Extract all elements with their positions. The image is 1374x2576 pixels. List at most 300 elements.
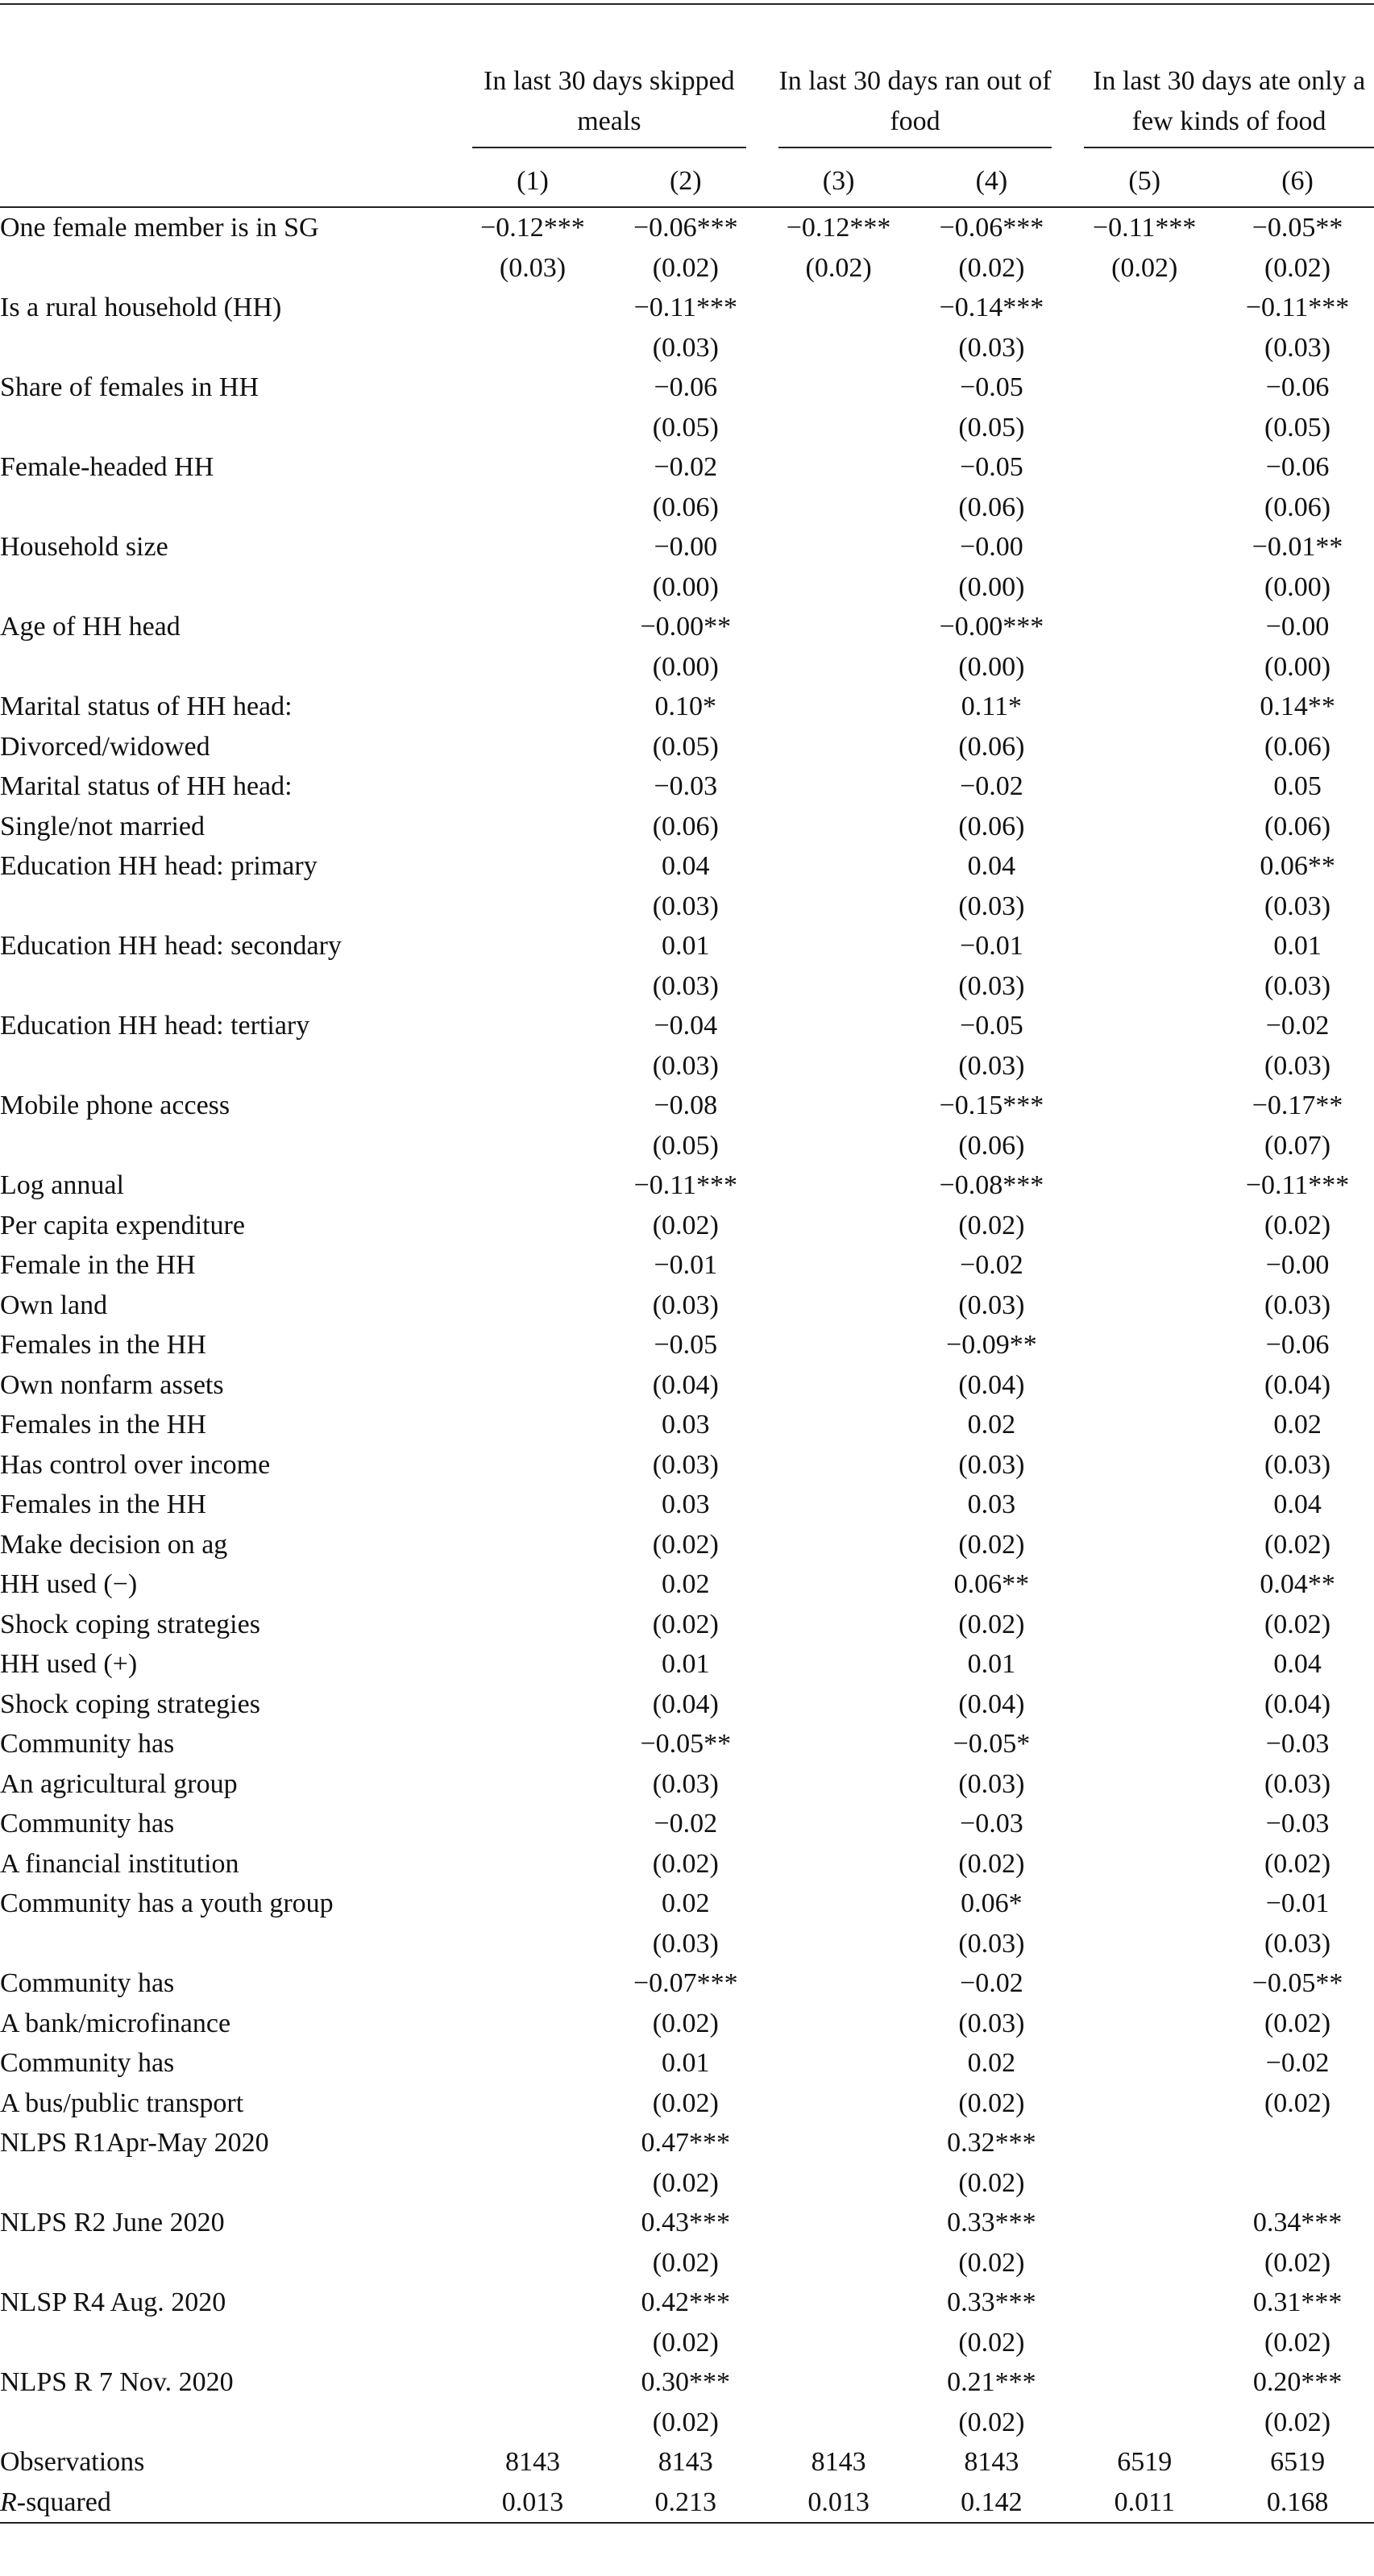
- cell-col-6: −0.05**: [1252, 1968, 1343, 1998]
- cell-col-3: [762, 2243, 915, 2283]
- cell-col-3: [762, 2084, 915, 2124]
- cell-col-1: (0.03): [499, 252, 567, 283]
- column-number: (4): [915, 156, 1069, 207]
- cell-col-2: −0.06: [654, 372, 718, 402]
- cell-col-6: (0.03): [1264, 970, 1331, 1001]
- header-blank: [0, 4, 456, 156]
- cell-col-5: [1068, 2243, 1221, 2283]
- cell-col-5: [1068, 1365, 1221, 1406]
- cell-col-1: [456, 288, 609, 328]
- cell-col-2: −0.00: [654, 532, 718, 562]
- cell-col-2: 0.10*: [654, 692, 717, 721]
- cell-col-1: [456, 1206, 609, 1246]
- cell-col-2: (0.04): [652, 1689, 719, 1719]
- cell-col-3: [762, 1764, 915, 1805]
- table-row: [0, 408, 1374, 448]
- cell-col-5: [1068, 1086, 1221, 1126]
- cell-col-1: [456, 647, 609, 688]
- cell-col-5: [1068, 647, 1221, 688]
- cell-col-3: [762, 1126, 915, 1166]
- cell-col-4: (0.06): [958, 1130, 1025, 1161]
- cell-col-6: (0.02): [1264, 1609, 1331, 1639]
- table-row: [0, 1685, 1374, 1725]
- cell-col-2: 8143: [658, 2447, 713, 2477]
- cell-col-4: (0.03): [958, 891, 1025, 921]
- cell-col-3: [762, 1165, 915, 1206]
- cell-col-1: [456, 727, 609, 767]
- cell-col-1: [456, 1884, 609, 1924]
- table-row: [0, 2362, 1374, 2403]
- cell-col-2: 0.42***: [641, 2287, 731, 2317]
- cell-col-4: (0.00): [958, 651, 1025, 682]
- cell-col-1: [456, 887, 609, 927]
- cell-col-3: [762, 1804, 915, 1844]
- cell-col-6: (0.07): [1264, 1130, 1331, 1161]
- cell-col-4: −0.02: [960, 1250, 1023, 1280]
- cell-col-1: [456, 2323, 609, 2363]
- table-row: [0, 1605, 1374, 1645]
- cell-col-6: 0.04**: [1260, 1569, 1335, 1599]
- cell-col-3: [762, 727, 915, 767]
- cell-col-1: [456, 807, 609, 847]
- cell-col-2: 0.47***: [641, 2128, 731, 2158]
- cell-col-3: [762, 328, 915, 368]
- row-label: [0, 887, 456, 927]
- cell-col-4: −0.02: [960, 771, 1023, 801]
- cell-col-4: (0.03): [958, 1050, 1025, 1081]
- cell-col-2: −0.02: [654, 452, 718, 482]
- table-row: [0, 1046, 1374, 1086]
- row-label: HH used (+): [0, 1649, 138, 1679]
- cell-col-1: [456, 2243, 609, 2283]
- cell-col-1: [456, 1804, 609, 1844]
- cell-col-3: [762, 846, 915, 887]
- row-label: [0, 2243, 456, 2283]
- row-label: Females in the HH: [0, 1410, 206, 1440]
- cell-col-1: [456, 1405, 609, 1445]
- cell-col-6: (0.04): [1264, 1369, 1331, 1400]
- cell-col-5: (0.02): [1111, 252, 1178, 283]
- cell-col-3: [762, 2203, 915, 2243]
- cell-col-1: [456, 1086, 609, 1126]
- cell-col-6: (0.06): [1264, 811, 1331, 841]
- cell-col-6: (0.05): [1264, 412, 1331, 442]
- cell-col-5: [1068, 1644, 1221, 1685]
- cell-col-4: (0.02): [958, 2088, 1025, 2118]
- cell-col-4: 0.03: [967, 1490, 1016, 1519]
- cell-col-3: [762, 1046, 915, 1086]
- cell-col-1: [456, 2203, 609, 2243]
- cell-col-1: [456, 1644, 609, 1685]
- cell-col-6: 0.168: [1221, 2483, 1374, 2524]
- group-header-ran-out-of-food: In last 30 days ran out of food: [762, 4, 1069, 156]
- cell-col-5: [1068, 2283, 1221, 2323]
- cell-col-3: [762, 1325, 915, 1365]
- cell-col-4: (0.04): [958, 1689, 1025, 1719]
- cell-col-6: (0.00): [1264, 571, 1331, 602]
- row-label: HH used (−): [0, 1569, 138, 1599]
- table-row: [0, 767, 1374, 807]
- cell-col-6: (0.02): [1264, 2008, 1331, 2038]
- table-row: [0, 1884, 1374, 1924]
- cell-col-6: 0.04: [1273, 1490, 1322, 1519]
- cell-col-2: −0.08: [654, 1091, 718, 1120]
- cell-col-3: [762, 1644, 915, 1685]
- cell-col-5: [1068, 1724, 1221, 1764]
- cell-col-6: 0.34***: [1252, 2208, 1343, 2237]
- cell-col-2: (0.05): [652, 412, 719, 442]
- cell-col-5: [1068, 1485, 1221, 1525]
- cell-col-2: 0.30***: [641, 2367, 731, 2397]
- cell-col-4: 0.02: [967, 2048, 1016, 2078]
- cell-col-3: [762, 1525, 915, 1565]
- cell-col-3: [762, 887, 915, 927]
- cell-col-4: (0.02): [958, 2407, 1025, 2437]
- cell-col-6: (0.00): [1264, 651, 1331, 682]
- table-row: [0, 2243, 1374, 2283]
- cell-col-6: −0.05**: [1252, 213, 1343, 243]
- cell-col-5: [1068, 328, 1221, 368]
- cell-col-4: (0.02): [958, 1529, 1025, 1560]
- cell-col-6: 0.04: [1273, 1649, 1322, 1679]
- row-label: [0, 2403, 456, 2443]
- table-row: [0, 2084, 1374, 2124]
- row-label: Female-headed HH: [0, 452, 214, 482]
- cell-col-5: [1068, 1844, 1221, 1884]
- table-row: [0, 207, 1374, 248]
- cell-col-4: (0.02): [958, 1210, 1025, 1240]
- cell-col-3: [762, 368, 915, 408]
- table-row: [0, 1724, 1374, 1764]
- table-row: [0, 2004, 1374, 2044]
- cell-col-3: [762, 2283, 915, 2323]
- cell-col-3: [762, 2403, 915, 2443]
- row-label: Household size: [0, 532, 168, 562]
- cell-col-4: (0.03): [958, 1768, 1025, 1799]
- cell-col-6: −0.03: [1265, 1809, 1330, 1839]
- cell-col-1: [456, 1525, 609, 1565]
- table-row: [0, 1525, 1374, 1565]
- cell-col-5: [1068, 488, 1221, 528]
- cell-col-2: (0.05): [652, 731, 719, 762]
- row-label: [0, 647, 456, 688]
- cell-col-2: −0.05**: [640, 1729, 732, 1759]
- cell-col-6: [1221, 2123, 1374, 2163]
- cell-col-5: [1068, 1245, 1221, 1286]
- cell-col-3: [762, 1924, 915, 1964]
- cell-col-2: (0.03): [652, 332, 719, 363]
- table-row: [0, 368, 1374, 408]
- cell-col-4: (0.02): [958, 2167, 1025, 2198]
- cell-col-1: [456, 2043, 609, 2084]
- cell-col-1: [456, 1046, 609, 1086]
- table-row: [0, 887, 1374, 927]
- cell-col-6: (0.02): [1264, 1210, 1331, 1240]
- table-row: [0, 1086, 1374, 1126]
- cell-col-2: −0.01: [654, 1250, 718, 1280]
- row-label: Own land: [0, 1290, 108, 1320]
- cell-col-4: −0.15***: [939, 1091, 1044, 1120]
- cell-col-4: −0.08***: [939, 1170, 1044, 1200]
- cell-col-4: (0.03): [958, 1449, 1025, 1480]
- cell-col-6: (0.03): [1264, 1050, 1331, 1081]
- table-row: [0, 807, 1374, 847]
- row-label: Community has: [0, 1809, 175, 1839]
- cell-col-3: [762, 767, 915, 807]
- cell-col-2: (0.03): [652, 1050, 719, 1081]
- cell-col-1: [456, 607, 609, 647]
- cell-col-3: (0.02): [805, 252, 872, 283]
- cell-col-1: [456, 567, 609, 608]
- row-label: Divorced/widowed: [0, 731, 210, 762]
- cell-col-6: 6519: [1270, 2447, 1326, 2477]
- cell-col-5: −0.11***: [1093, 213, 1197, 243]
- cell-col-4: (0.03): [958, 1290, 1025, 1320]
- cell-col-5: [1068, 1605, 1221, 1645]
- table-row: [0, 1126, 1374, 1166]
- cell-col-2: −0.04: [654, 1011, 718, 1041]
- cell-col-5: 6519: [1117, 2447, 1173, 2477]
- cell-col-5: [1068, 2323, 1221, 2363]
- table-row: [0, 1365, 1374, 1406]
- cell-col-1: [456, 1325, 609, 1365]
- table-row: [0, 966, 1374, 1007]
- row-label: NLSP R4 Aug. 2020: [0, 2287, 226, 2317]
- cell-col-6: 0.14**: [1260, 692, 1335, 721]
- cell-col-5: [1068, 1564, 1221, 1605]
- row-label: [0, 408, 456, 448]
- cell-col-4: 0.33***: [947, 2287, 1036, 2317]
- table-row: [0, 1325, 1374, 1365]
- cell-col-2: 0.01: [662, 2048, 710, 2078]
- row-label: Make decision on ag: [0, 1529, 228, 1560]
- cell-col-4: 0.32***: [947, 2128, 1036, 2158]
- cell-col-6: −0.01: [1265, 1888, 1330, 1918]
- cell-col-4: −0.03: [960, 1809, 1023, 1839]
- regression-table: [0, 3, 1374, 2524]
- cell-col-1: [456, 447, 609, 488]
- cell-col-2: −0.02: [654, 1809, 718, 1839]
- cell-col-2: (0.00): [652, 651, 719, 682]
- row-label: Community has a youth group: [0, 1888, 334, 1918]
- table-row: [0, 1445, 1374, 1485]
- row-label: Mobile phone access: [0, 1091, 230, 1120]
- cell-col-1: [456, 966, 609, 1007]
- cell-col-3: [762, 408, 915, 448]
- cell-col-2: (0.00): [652, 571, 719, 602]
- cell-col-3: [762, 567, 915, 608]
- cell-col-3: [762, 2123, 915, 2163]
- table-row: [0, 2163, 1374, 2204]
- cell-col-3: [762, 607, 915, 647]
- table-row: [0, 1764, 1374, 1805]
- cell-col-3: [762, 1884, 915, 1924]
- cell-col-2: (0.06): [652, 492, 719, 522]
- cell-col-5: [1068, 1126, 1221, 1166]
- cell-col-1: [456, 1126, 609, 1166]
- cell-col-2: (0.02): [652, 2088, 719, 2118]
- cell-col-2: (0.02): [652, 1210, 719, 1240]
- cell-col-5: [1068, 2403, 1221, 2443]
- row-label: [0, 966, 456, 1007]
- cell-col-4: (0.00): [958, 571, 1025, 602]
- table-row: [0, 2323, 1374, 2363]
- cell-col-2: 0.213: [609, 2483, 762, 2524]
- cell-col-4: (0.02): [958, 1848, 1025, 1879]
- cell-col-4: −0.01: [960, 931, 1023, 961]
- cell-col-1: −0.12***: [480, 213, 585, 243]
- cell-col-5: [1068, 966, 1221, 1007]
- cell-col-3: [762, 527, 915, 567]
- column-number-row: [0, 156, 1374, 207]
- cell-col-1: [456, 1365, 609, 1406]
- table-row: [0, 2403, 1374, 2443]
- table-row: [0, 1485, 1374, 1525]
- table-row: [0, 2123, 1374, 2163]
- column-number: (1): [456, 156, 609, 207]
- cell-col-1: [456, 846, 609, 887]
- cell-col-5: [1068, 1685, 1221, 1725]
- row-label: [0, 567, 456, 608]
- table-row: [0, 1165, 1374, 1206]
- cell-col-1: [456, 767, 609, 807]
- row-label: Community has: [0, 1968, 175, 1998]
- cell-col-4: (0.02): [958, 252, 1025, 283]
- cell-col-4: (0.05): [958, 412, 1025, 442]
- cell-col-6: (0.02): [1264, 1529, 1331, 1560]
- cell-col-1: [456, 328, 609, 368]
- cell-col-2: 0.02: [662, 1888, 710, 1918]
- cell-col-5: [1068, 1963, 1221, 2004]
- cell-col-3: [762, 1445, 915, 1485]
- cell-col-4: 0.33***: [947, 2208, 1036, 2237]
- table-row: [0, 2203, 1374, 2243]
- cell-col-3: 8143: [811, 2447, 866, 2477]
- cell-col-6: −0.17**: [1252, 1091, 1343, 1120]
- cell-col-1: [456, 2084, 609, 2124]
- cell-col-4: −0.05: [960, 1011, 1023, 1041]
- cell-col-1: [456, 2403, 609, 2443]
- row-label: [0, 2323, 456, 2363]
- cell-col-2: −0.11***: [633, 1170, 737, 1200]
- cell-col-6: −0.00: [1265, 1250, 1330, 1280]
- cell-col-5: [1068, 1006, 1221, 1046]
- table-row: [0, 567, 1374, 608]
- cell-col-3: [762, 1724, 915, 1764]
- cell-col-2: (0.03): [652, 891, 719, 921]
- cell-col-3: [762, 2004, 915, 2044]
- cell-col-5: [1068, 887, 1221, 927]
- cell-col-4: −0.05*: [953, 1729, 1031, 1759]
- cell-col-1: [456, 1844, 609, 1884]
- cell-col-2: 0.01: [662, 1649, 710, 1679]
- table-row: [0, 2483, 1374, 2524]
- row-label: Females in the HH: [0, 1490, 206, 1519]
- row-label: Females in the HH: [0, 1330, 206, 1360]
- cell-col-2: 0.01: [662, 931, 710, 961]
- table-row: [0, 328, 1374, 368]
- cell-col-4: (0.06): [958, 811, 1025, 841]
- cell-col-4: −0.09**: [946, 1330, 1037, 1360]
- cell-col-6: −0.03: [1265, 1729, 1330, 1759]
- cell-col-1: 8143: [504, 2447, 560, 2477]
- cell-col-4: −0.00***: [939, 612, 1044, 642]
- cell-col-5: [1068, 727, 1221, 767]
- cell-col-3: [762, 807, 915, 847]
- cell-col-4: 0.21***: [947, 2367, 1036, 2397]
- cell-col-6: 0.20***: [1252, 2367, 1343, 2397]
- cell-col-3: [762, 1844, 915, 1884]
- cell-col-3: [762, 1605, 915, 1645]
- cell-col-6: (0.03): [1264, 891, 1331, 921]
- cell-col-4: (0.02): [958, 2247, 1025, 2278]
- row-label: A financial institution: [0, 1848, 239, 1879]
- table-row: [0, 447, 1374, 488]
- cell-col-6: (0.02): [1264, 1848, 1331, 1879]
- cell-col-3: [762, 1006, 915, 1046]
- column-number: (5): [1068, 156, 1221, 207]
- cell-col-2: (0.02): [652, 2407, 719, 2437]
- cell-col-2: 0.02: [662, 1569, 710, 1599]
- cell-col-4: (0.02): [958, 1609, 1025, 1639]
- cell-col-6: −0.06: [1265, 372, 1330, 402]
- cell-col-2: 0.43***: [641, 2208, 731, 2237]
- cell-col-5: [1068, 288, 1221, 328]
- cell-col-4: (0.03): [958, 332, 1025, 363]
- cell-col-5: [1068, 447, 1221, 488]
- cell-col-2: (0.03): [652, 1928, 719, 1959]
- cell-col-4: 0.02: [967, 1410, 1016, 1440]
- table-row: [0, 527, 1374, 567]
- cell-col-3: [762, 1245, 915, 1286]
- cell-col-3: [762, 1485, 915, 1525]
- cell-col-1: [456, 1724, 609, 1764]
- cell-col-4: −0.02: [960, 1968, 1023, 1998]
- cell-col-2: 0.04: [662, 851, 710, 881]
- cell-col-3: [762, 647, 915, 688]
- cell-col-4: −0.06***: [939, 213, 1044, 243]
- row-label: [0, 248, 456, 289]
- row-label: NLPS R1Apr-May 2020: [0, 2128, 269, 2158]
- cell-col-5: [1068, 807, 1221, 847]
- cell-col-6: −0.00: [1265, 612, 1330, 642]
- cell-col-6: (0.04): [1264, 1689, 1331, 1719]
- cell-col-2: (0.06): [652, 811, 719, 841]
- cell-col-1: [456, 1685, 609, 1725]
- cell-col-2: −0.11***: [633, 293, 737, 322]
- cell-col-3: [762, 1286, 915, 1326]
- row-label: Share of females in HH: [0, 372, 259, 402]
- cell-col-5: [1068, 687, 1221, 727]
- row-label-rest: -squared: [16, 2487, 111, 2517]
- cell-col-4: −0.05: [960, 452, 1023, 482]
- cell-col-3: [762, 1365, 915, 1406]
- row-label: One female member is in SG: [0, 213, 319, 243]
- row-label: [0, 488, 456, 528]
- cell-col-6: (0.02): [1264, 252, 1331, 283]
- cell-col-4: (0.03): [958, 2008, 1025, 2038]
- table-row: [0, 1286, 1374, 1326]
- cell-col-4: (0.03): [958, 1928, 1025, 1959]
- cell-col-6: −0.06: [1265, 452, 1330, 482]
- cell-col-3: [762, 687, 915, 727]
- cell-col-2: −0.03: [654, 771, 718, 801]
- cell-col-1: [456, 1245, 609, 1286]
- cell-col-2: (0.02): [652, 252, 719, 283]
- table-row: [0, 727, 1374, 767]
- table-row: [0, 2043, 1374, 2084]
- cell-col-5: [1068, 1286, 1221, 1326]
